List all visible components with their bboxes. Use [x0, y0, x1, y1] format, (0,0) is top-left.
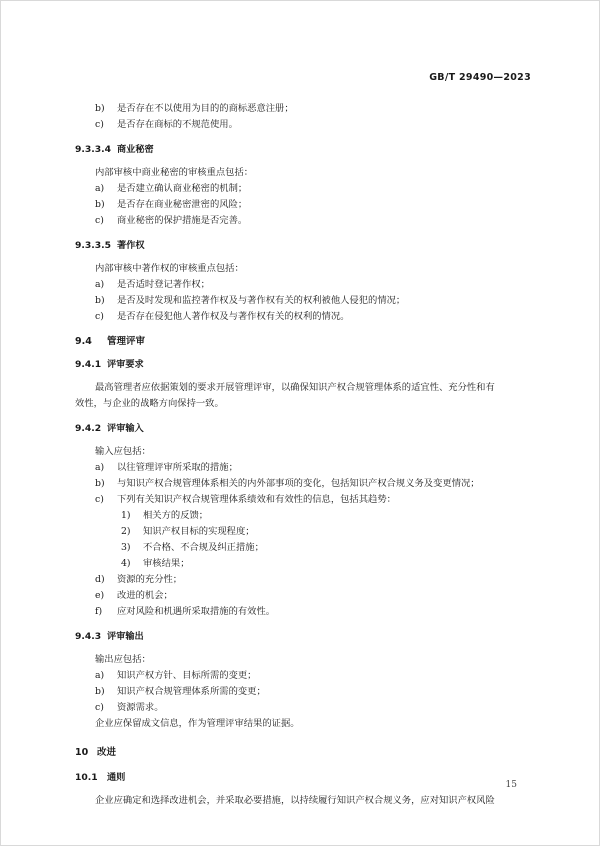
list-item [75, 293, 537, 309]
section-title: 评审要求 [107, 359, 144, 370]
section-heading-10 [75, 745, 537, 761]
section-title: 著作权 [117, 240, 145, 251]
section-number: 9.4 [75, 336, 92, 347]
list-item [75, 277, 537, 293]
section-number: 10 [75, 747, 89, 758]
sub-list-marker: 2) [121, 526, 131, 537]
section-title: 管理评审 [107, 336, 146, 347]
list-item [75, 684, 537, 700]
list-marker: a) [95, 670, 105, 681]
list-item [75, 101, 537, 117]
sub-list-marker: 4) [121, 558, 131, 569]
list-text: 是否适时登记著作权； [117, 279, 210, 290]
list-item [75, 604, 537, 620]
paragraph-line: 企业应确定和选择改进机会，并采取必要措施，以持续履行知识产权合规义务，应对知识产权风险 [95, 795, 495, 806]
list-marker: c) [95, 494, 104, 505]
standard-code: GB/T 29490—2023 [429, 72, 531, 83]
section-number: 9.4.3 [75, 631, 102, 642]
section-intro: 输入应包括： [95, 446, 151, 457]
list-marker: e) [95, 590, 105, 601]
section-heading-9-3-3-5 [75, 238, 537, 254]
list-text: 应对风险和机遇所采取措施的有效性。 [117, 606, 276, 617]
section-intro: 内部审核中商业秘密的审核重点包括： [95, 167, 254, 178]
list-marker: b) [95, 295, 105, 306]
closing-paragraph: 企业应保留成文信息，作为管理评审结果的证据。 [95, 718, 300, 729]
list-item [75, 700, 537, 716]
list-marker: c) [95, 702, 104, 713]
section-title: 通则 [107, 772, 126, 783]
section-intro: 输出应包括： [95, 654, 151, 665]
section-heading-10-1 [75, 770, 537, 786]
sub-list-marker: 1) [121, 510, 131, 521]
list-item [75, 476, 537, 492]
list-marker: b) [95, 686, 105, 697]
list-marker: b) [95, 199, 105, 210]
sub-list-text: 不合格、不合规及纠正措施； [143, 542, 264, 553]
section-title: 商业秘密 [117, 144, 154, 155]
section-intro: 内部审核中著作权的审核重点包括： [95, 263, 244, 274]
list-text: 是否存在商标的不规范使用。 [117, 119, 238, 130]
section-number: 9.4.1 [75, 359, 102, 370]
list-text: 是否及时发现和监控著作权及与著作权有关的权利被他人侵犯的情况； [117, 295, 406, 306]
list-text: 是否存在侵犯他人著作权及与著作权有关的权利的情况。 [117, 311, 350, 322]
list-marker: a) [95, 279, 105, 290]
sub-list-text: 知识产权目标的实现程度； [143, 526, 255, 537]
sub-list-marker: 3) [121, 542, 131, 553]
list-text: 是否存在商业秘密泄密的风险； [117, 199, 248, 210]
list-marker: c) [95, 119, 104, 130]
section-number: 9.4.2 [75, 423, 102, 434]
list-marker: c) [95, 215, 104, 226]
document-body [75, 101, 537, 809]
section-heading-9-4-1 [75, 357, 537, 373]
list-item [75, 572, 537, 588]
list-text: 知识产权合规管理体系所需的变更； [117, 686, 266, 697]
list-item [75, 117, 537, 133]
list-item [75, 309, 537, 325]
section-number: 9.3.3.5 [75, 240, 112, 251]
sub-list-item [75, 508, 537, 524]
list-text: 知识产权方针、目标所需的变更； [117, 670, 257, 681]
list-item [75, 460, 537, 476]
list-item [75, 588, 537, 604]
section-title: 评审输入 [107, 423, 144, 434]
list-marker: c) [95, 311, 104, 322]
list-text: 下列有关知识产权合规管理体系绩效和有效性的信息，包括其趋势： [117, 494, 396, 505]
page-number: 15 [505, 780, 517, 790]
list-marker: d) [95, 574, 105, 585]
list-text: 资源需求。 [117, 702, 164, 713]
list-text: 资源的充分性； [117, 574, 183, 585]
list-item [75, 181, 537, 197]
list-text: 是否存在不以使用为目的的商标恶意注册； [117, 103, 294, 114]
list-marker: b) [95, 103, 105, 114]
list-marker: b) [95, 478, 105, 489]
list-marker: a) [95, 183, 105, 194]
list-item [75, 492, 537, 508]
list-item [75, 213, 537, 229]
paragraph-line: 最高管理者应依据策划的要求开展管理评审，以确保知识产权合规管理体系的适宜性、充分性和有 [95, 382, 495, 393]
section-number: 9.3.3.4 [75, 144, 112, 155]
paragraph-line: 效性，与企业的战略方向保持一致。 [75, 398, 224, 409]
list-text: 是否建立确认商业秘密的机制； [117, 183, 248, 194]
sub-list-item [75, 556, 537, 572]
list-marker: f) [95, 606, 103, 617]
list-marker: a) [95, 462, 105, 473]
list-item [75, 668, 537, 684]
sub-list-item [75, 540, 537, 556]
section-heading-9-4 [75, 334, 537, 350]
sub-list-item [75, 524, 537, 540]
list-text: 以往管理评审所采取的措施； [117, 462, 238, 473]
section-heading-9-4-2 [75, 421, 537, 437]
sub-list-text: 审核结果； [143, 558, 190, 569]
section-heading-9-4-3 [75, 629, 537, 645]
list-text: 商业秘密的保护措施是否完善。 [117, 215, 248, 226]
section-title: 评审输出 [107, 631, 144, 642]
list-text: 与知识产权合规管理体系相关的内外部事项的变化，包括知识产权合规义务及变更情况； [117, 478, 480, 489]
list-item [75, 197, 537, 213]
section-number: 10.1 [75, 772, 98, 783]
sub-list-text: 相关方的反馈； [143, 510, 209, 521]
section-title: 改进 [97, 747, 117, 758]
list-text: 改进的机会； [117, 590, 173, 601]
section-heading-9-3-3-4 [75, 142, 537, 158]
